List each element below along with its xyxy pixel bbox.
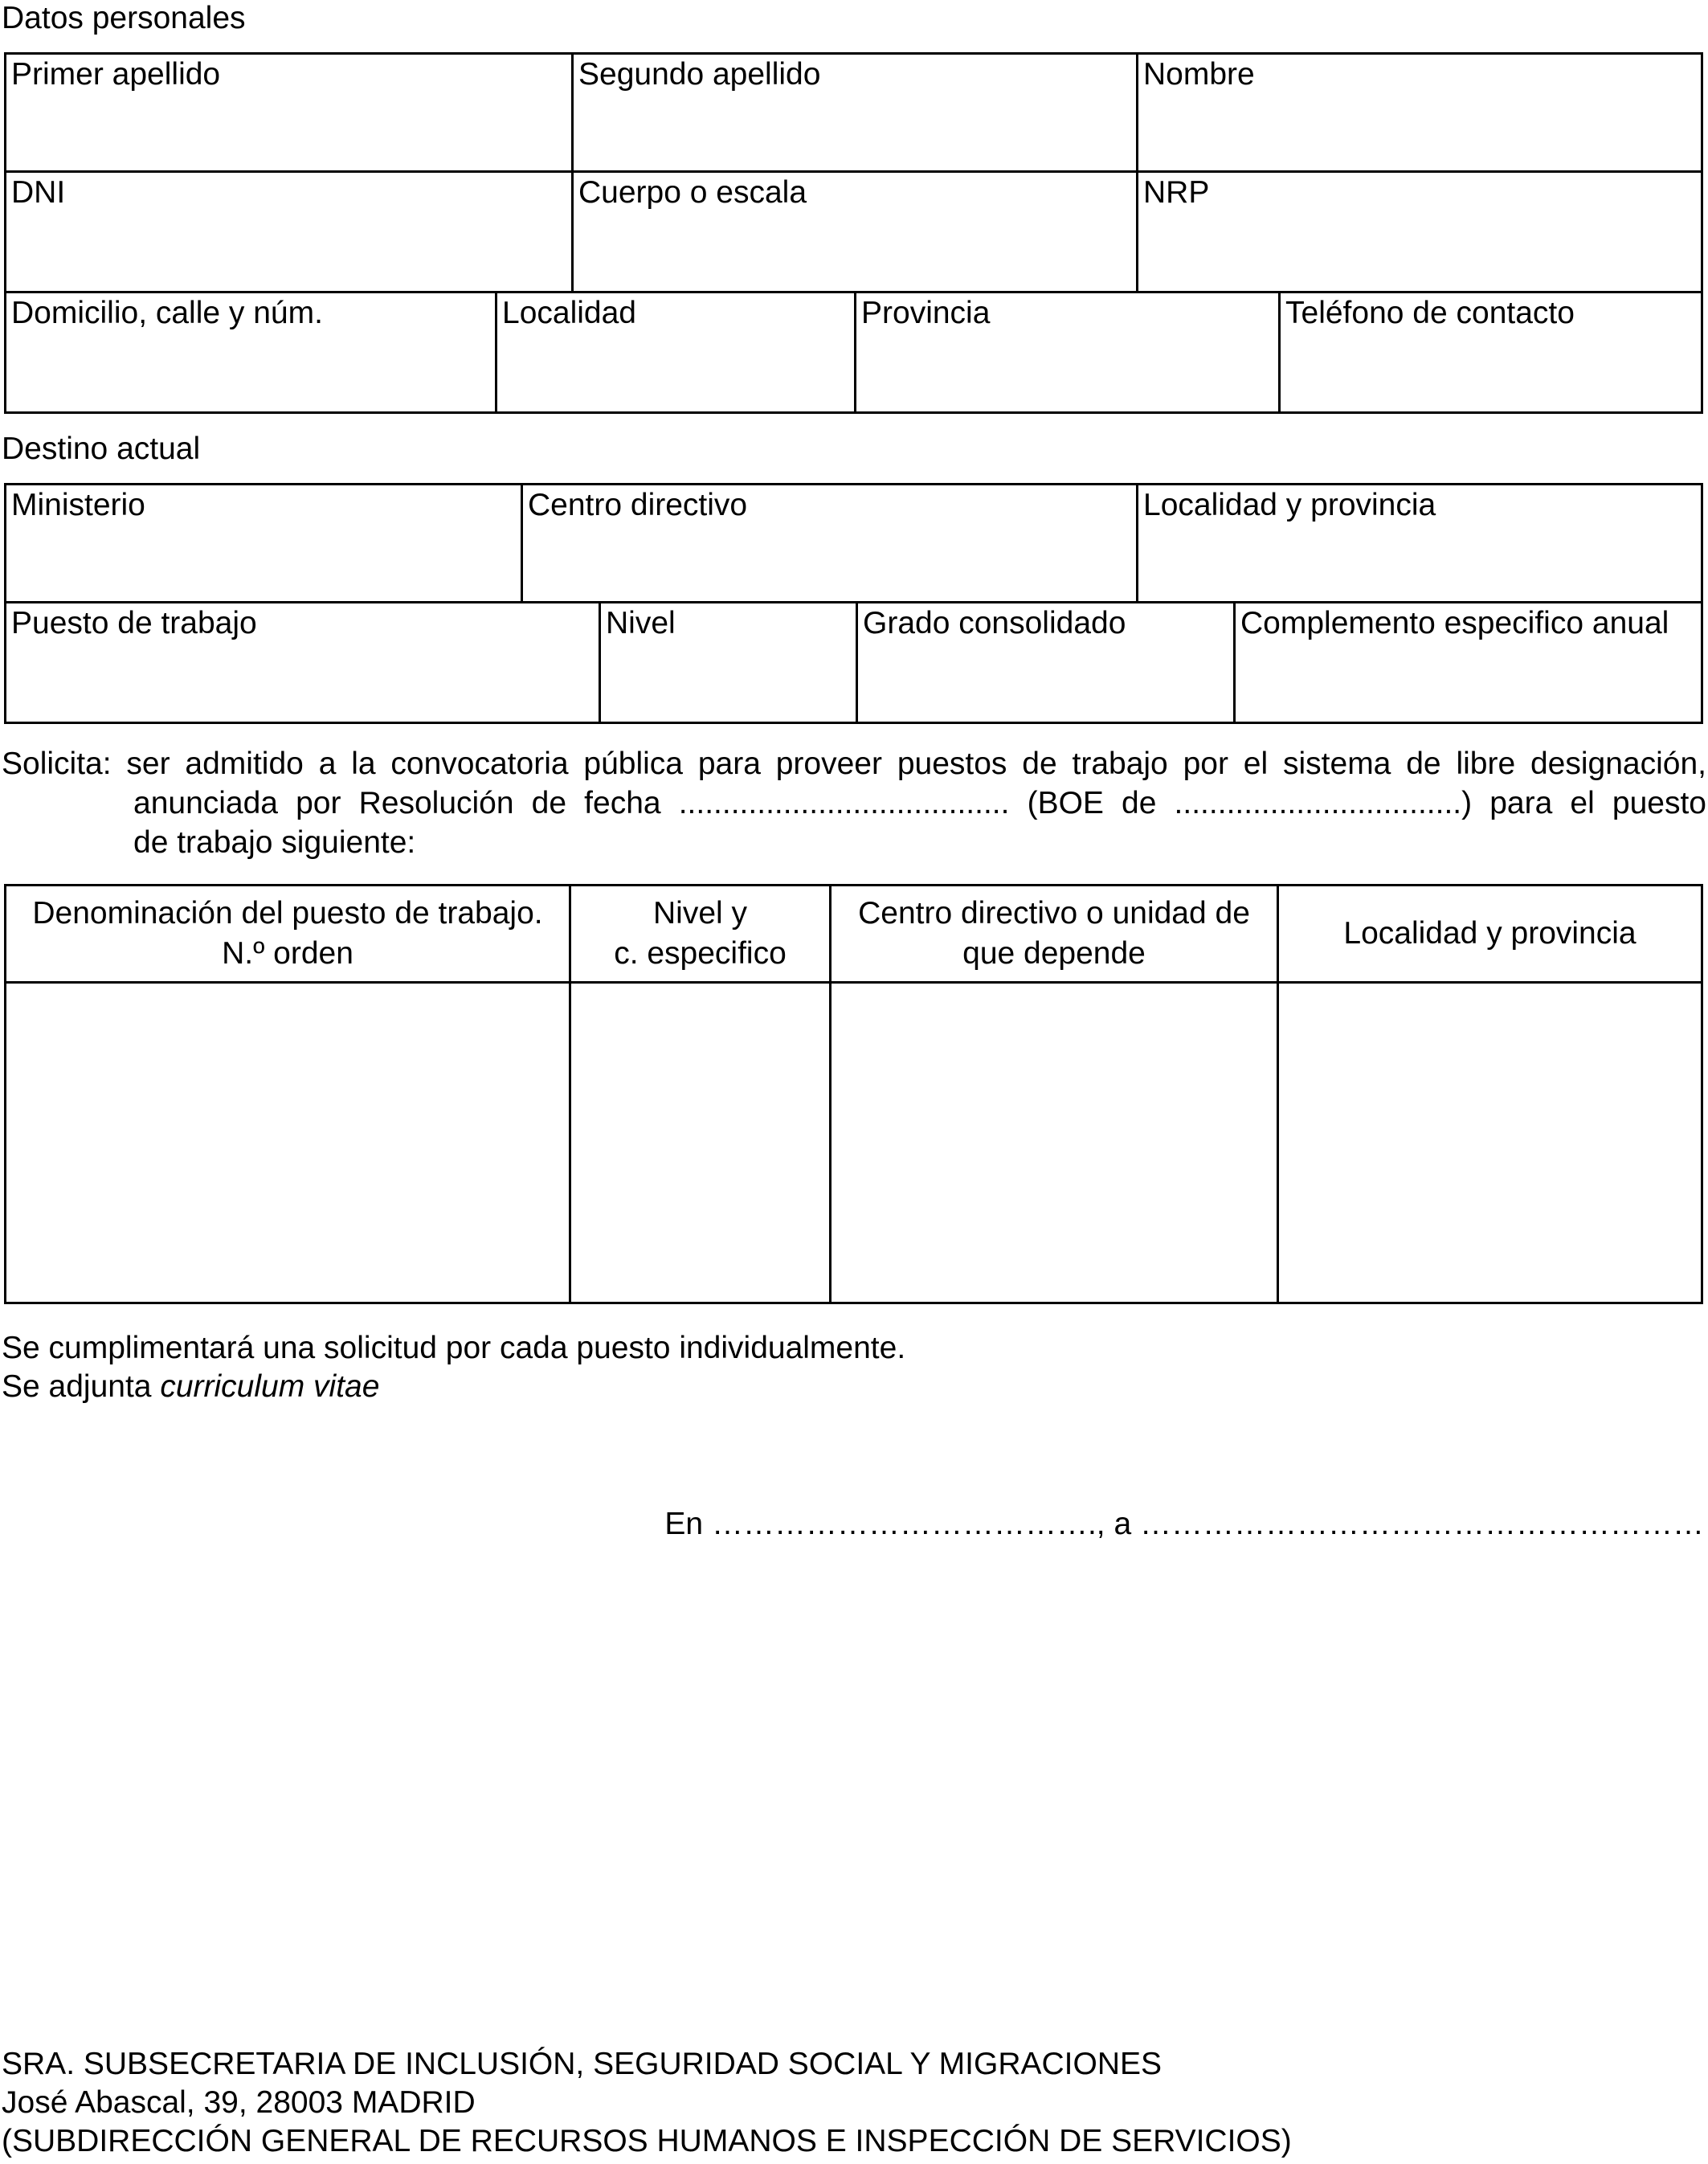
cell-centro-input[interactable] <box>831 983 1278 1303</box>
field-segundo-apellido[interactable]: Segundo apellido <box>571 55 1136 170</box>
header-centro-directivo <box>831 886 1278 983</box>
notes <box>2 1329 905 1406</box>
field-telefono[interactable]: Teléfono de contacto <box>1278 293 1701 411</box>
header-nivel-line-2: c. especifico <box>614 936 787 971</box>
field-dni[interactable]: DNI <box>11 175 66 210</box>
personal-row-1 <box>4 52 1703 173</box>
field-puesto-trabajo[interactable]: Puesto de trabajo <box>11 606 257 640</box>
cell-denominacion-input[interactable] <box>6 983 570 1303</box>
note-one-request: Se cumplimentará una solicitud por cada puesto individualmente. <box>2 1331 906 1365</box>
note-curriculum-italic: curriculum vitae <box>160 1369 380 1404</box>
address-line-3: (SUBDIRECCIÓN GENERAL DE RECURSOS HUMANOS E INSPECCIÓN DE SERVICIOS) <box>2 2124 1292 2158</box>
field-localidad-provincia[interactable]: Localidad y provincia <box>1136 485 1701 601</box>
field-nivel[interactable]: Nivel <box>599 603 856 722</box>
field-centro-directivo[interactable]: Centro directivo <box>521 485 1136 601</box>
field-domicilio[interactable]: Domicilio, calle y núm. <box>11 296 323 330</box>
header-denominacion-line-1: Denominación del puesto de trabajo. <box>32 896 543 931</box>
positions-table-header <box>6 886 1702 983</box>
address-line-2: José Abascal, 39, 28003 MADRID <box>2 2085 476 2120</box>
note-curriculum-prefix: Se adjunta <box>2 1369 161 1404</box>
field-primer-apellido[interactable]: Primer apellido <box>11 57 221 92</box>
table-row <box>6 983 1702 1303</box>
destino-row-1 <box>4 483 1703 603</box>
solicita-line-1: Solicita: ser admitido a la convocatoria pública para proveer puestos de trabajo por el sistema de libre designación, <box>2 747 1706 781</box>
header-localidad-line-1: Localidad y provincia <box>1343 916 1636 951</box>
field-localidad[interactable]: Localidad <box>495 293 854 411</box>
note-curriculum <box>2 1368 905 1406</box>
field-complemento-especifico[interactable]: Complemento especifico anual <box>1233 603 1701 722</box>
header-nivel <box>570 886 831 983</box>
place-date-line[interactable]: En ………………………………., a ……………………………………………… <box>664 1507 1704 1541</box>
field-nrp[interactable]: NRP <box>1136 173 1701 291</box>
solicita-line-3: de trabajo siguiente: <box>133 825 416 860</box>
personal-row-2 <box>4 173 1703 293</box>
header-centro-line-2: que depende <box>962 936 1146 971</box>
personal-row-3 <box>4 293 1703 414</box>
field-cuerpo-escala[interactable]: Cuerpo o escala <box>571 173 1136 291</box>
section-title-destino: Destino actual <box>2 432 201 466</box>
field-nombre[interactable]: Nombre <box>1136 55 1701 170</box>
field-ministerio[interactable]: Ministerio <box>11 488 145 522</box>
cell-nivel-input[interactable] <box>570 983 831 1303</box>
destino-row-2 <box>4 603 1703 724</box>
header-denominacion-line-2: N.º orden <box>222 936 353 971</box>
field-provincia[interactable]: Provincia <box>854 293 1278 411</box>
header-nivel-line-1: Nivel y <box>652 896 748 931</box>
field-grado-consolidado[interactable]: Grado consolidado <box>856 603 1233 722</box>
recipient-address <box>2 2045 1292 2161</box>
solicita-paragraph <box>2 744 1706 862</box>
section-title-personal: Datos personales <box>2 1 246 35</box>
header-localidad-provincia <box>1278 886 1702 983</box>
cell-localidad-input[interactable] <box>1278 983 1702 1303</box>
positions-table <box>4 884 1703 1304</box>
header-denominacion <box>6 886 570 983</box>
solicita-line-2: anunciada por Resolución de fecha ...................................... (BOE de .................................) para el puesto <box>133 786 1706 820</box>
header-centro-line-1: Centro directivo o unidad de <box>858 896 1250 931</box>
address-line-1: SRA. SUBSECRETARIA DE INCLUSIÓN, SEGURIDAD SOCIAL Y MIGRACIONES <box>2 2047 1163 2081</box>
